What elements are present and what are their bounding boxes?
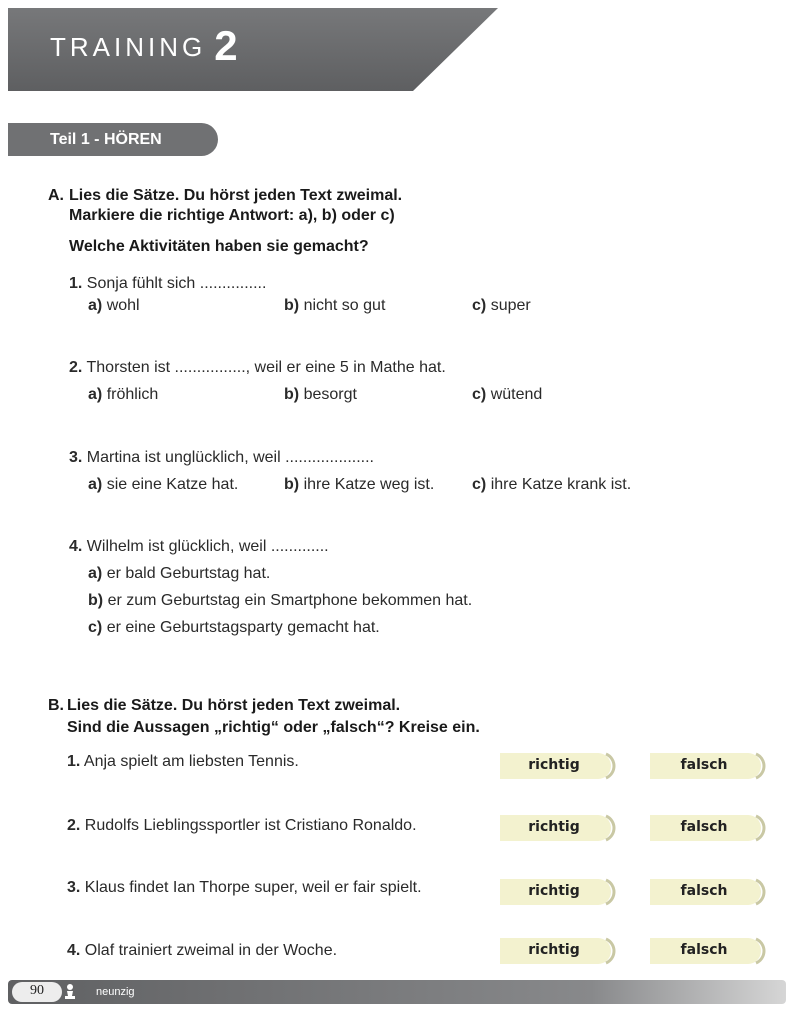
title-text: TRAINING	[50, 32, 207, 62]
statement-1: 1. Anja spielt am liebsten Tennis.	[67, 753, 299, 770]
richtig-pill-3[interactable]: richtig	[498, 877, 616, 907]
option-2c[interactable]: c) wütend	[472, 386, 543, 403]
part-a-question: Welche Aktivitäten haben sie gemacht?	[69, 238, 369, 255]
falsch-pill-4[interactable]: falsch	[648, 936, 766, 966]
page-word: neunzig	[96, 986, 135, 998]
option-1a[interactable]: a) wohl	[88, 297, 140, 314]
option-4b[interactable]: b) er zum Geburtstag ein Smartphone bekommen hat.	[88, 592, 473, 609]
chess-pawn-icon	[60, 982, 80, 1002]
question-1: 1. Sonja fühlt sich ...............	[69, 275, 267, 292]
part-b-letter: B.	[48, 697, 64, 714]
question-2: 2. Thorsten ist ................, weil er eine 5 in Mathe hat.	[69, 359, 446, 376]
statement-2: 2. Rudolfs Lieblingssportler ist Cristiano Ronaldo.	[67, 817, 417, 834]
part-b-instruction-2: Sind die Aussagen „richtig“ oder „falsch“? Kreise ein.	[67, 719, 480, 736]
option-3a[interactable]: a) sie eine Katze hat.	[88, 476, 239, 493]
section-label: Teil 1 - HÖREN	[50, 131, 162, 148]
option-1c[interactable]: c) super	[472, 297, 531, 314]
option-3b[interactable]: b) ihre Katze weg ist.	[284, 476, 435, 493]
page-title	[50, 22, 238, 70]
falsch-pill-1[interactable]: falsch	[648, 751, 766, 781]
part-a-instruction-2: Markiere die richtige Antwort: a), b) oder c)	[69, 207, 395, 224]
option-1b[interactable]: b) nicht so gut	[284, 297, 386, 314]
richtig-pill-2[interactable]: richtig	[498, 813, 616, 843]
statement-4: 4. Olaf trainiert zweimal in der Woche.	[67, 942, 338, 959]
option-4a[interactable]: a) er bald Geburtstag hat.	[88, 565, 271, 582]
question-3: 3. Martina ist unglücklich, weil ....................	[69, 449, 374, 466]
richtig-pill-4[interactable]: richtig	[498, 936, 616, 966]
option-2a[interactable]: a) fröhlich	[88, 386, 159, 403]
option-4c[interactable]: c) er eine Geburtstagsparty gemacht hat.	[88, 619, 380, 636]
statement-3: 3. Klaus findet Ian Thorpe super, weil er fair spielt.	[67, 879, 422, 896]
falsch-pill-2[interactable]: falsch	[648, 813, 766, 843]
part-a-letter: A.	[48, 187, 64, 204]
falsch-pill-3[interactable]: falsch	[648, 877, 766, 907]
richtig-pill-1[interactable]: richtig	[498, 751, 616, 781]
part-a-instruction-1: Lies die Sätze. Du hörst jeden Text zweimal.	[69, 187, 403, 204]
option-2b[interactable]: b) besorgt	[284, 386, 357, 403]
title-number: 2	[214, 22, 238, 69]
part-b-instruction-1: Lies die Sätze. Du hörst jeden Text zweimal.	[67, 697, 401, 714]
page-number: 90	[30, 983, 44, 998]
option-3c[interactable]: c) ihre Katze krank ist.	[472, 476, 632, 493]
question-4: 4. Wilhelm ist glücklich, weil .............	[69, 538, 329, 555]
